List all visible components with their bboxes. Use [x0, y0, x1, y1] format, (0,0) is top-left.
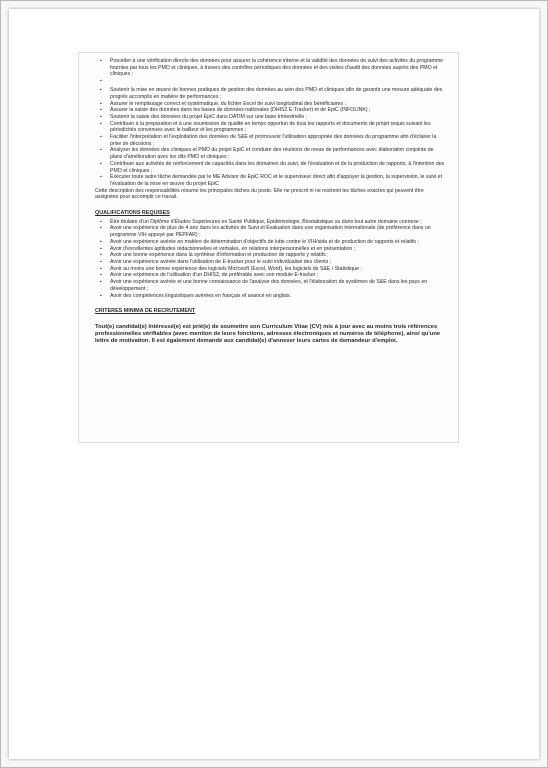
list-item: ▪ Analyser les données des cliniques et PMO du projet EpiC et conduire des réunions de revue de performances avec élaboration conjointe de plans d'amélioration avec les dits PMO et cliniques ; [95, 147, 445, 160]
spacer [95, 78, 445, 87]
list-item: ▪ Soutenir la mise en œuvre de bonnes pratiques de gestion des données au sein des PMO et cliniques afin de garantir une mesure adéquate des progrès accomplis en matière de performances ; [95, 87, 445, 100]
recruitment-heading: CRITERES MINIMA DE RECRUTEMENT [95, 308, 196, 315]
qualifications-list [95, 219, 445, 299]
list-item: ▪ Contribuer à la préparation et à une soumission de qualité en temps opportun de tous les rapports et documents de projet requis suivant les périodicités convenues avec le bailleur et les programmes ; [95, 121, 445, 134]
list-item: ▪ Avoir une expérience de l'utilisation d'un DHIS2, de préférable avec son module E-tracker ; [95, 272, 445, 279]
list-item: ▪ Exécuter toute autre tâche demandée par le ME Advisor de EpiC ROC et le superviseur direct afin d'appuyer la gestion, la supervision, le suivi et l'évaluation de la mise en œuvre du projet EpiC [95, 174, 445, 187]
list-item: ▪ Avoir une expérience avérée en matière de détermination d'objectifs de lutte contre le VIH/sida et de production de rapports et relatifs ; [95, 239, 445, 246]
list-item: ▪ Soutenir la saisie des données du projet EpiC dans DATIM sur une base trimestrielle ; [95, 114, 445, 121]
recruitment-text: Tout(e) candidat(e) intéressé(e) est prié(e) de soumettre son Curriculum Vitae (CV) mis à jour avec au moins trois références professionnelles vérifiables (avec mention de leurs fonctions, adresses électroniques et numéros de téléphone), ainsi qu'une lettre de motivation. Il est également demandé aux candidat(e) d'annexer leurs cartes de demandeur d'emploi. [95, 323, 441, 345]
spacer [95, 201, 445, 210]
spacer [95, 315, 445, 324]
spacer [95, 299, 445, 308]
list-item: ▪ Faciliter l'interprétation et l'exploitation des données de S&E et promouvoir l'utilisation appropriée des données du programme afin d'éclairer la prise de décisions ; [95, 134, 445, 147]
list-item: ▪ Avoir d'excellentes aptitudes rédactionnelles et verbales, en relations interpersonnelles et en présentation ; [95, 246, 445, 253]
list-item: ▪ Assurer la saisie des données dans les bases de données nationales (DHIS2 E-Tracker) et de EpiC (INFOLINK) ; [95, 107, 445, 114]
qualifications-heading: QUALIFICATIONS REQUISES [95, 210, 170, 217]
list-item: ▪ Avoir des compétences linguistiques avérées en français et avancé en anglais. [95, 293, 445, 300]
list-item: ▪ Avoir une expérience avérée dans l'utilisation de E-tracker pour le suivi individualisé des clients ; [95, 259, 445, 266]
responsibilities-list [95, 58, 445, 188]
responsibilities-note: Cette description des responsabilités résume les principales tâches du poste. Elle ne prescrit ni ne restreint les tâches exactes qui peuvent être assignées pour accomplir ce travail. [95, 187, 424, 201]
list-item: ▪ Avoir une expérience de plus de 4 ans dans les activités de Suivi et Évaluation dans une organisation internationale (de préférence dans un programme VIH appuyé par PEPFAR) ; [95, 225, 445, 238]
document-content [95, 58, 445, 346]
list-item: ▪ Assurer le remplissage correct et systématique, du fichier Excel de suivi longitudinal des bénéficiaires ; [95, 101, 445, 108]
list-item: ▪ Être titulaire d'un Diplôme d'Études Supérieures en Santé Publique, Épidémiologie, Biostatistique ou dans tout autre domaine connexe ; [95, 219, 445, 226]
list-item: ▪ Avoir une expérience avérée et une bonne connaissance de l'analyse des données, et l'élaboration de systèmes de S&E dans les pays en développement ; [95, 279, 445, 292]
list-item: ▪ Avoir une bonne expérience dans la synthèse d'information et production de rapports y relatifs ; [95, 252, 445, 259]
list-item: ▪ Contribuer aux activités de renforcement de capacités dans les domaines du suivi, de l'évaluation et de la production de rapports, à l'intention des PMO et cliniques ; [95, 161, 445, 174]
list-item: ▪ Avoir au moins une bonne expérience des logiciels Microsoft (Excel, Word), les logiciels de S&E / Statistique ; [95, 266, 445, 273]
list-item: ▪ Procéder à une vérification directe des données pour assurer la cohérence interne et la validité des données de suivi des activités du programme fournies par tous les PMO et cliniques, à travers des contrôles périodiques des données et des visites d'audit des données auprès des PMO et cliniques ; [95, 58, 445, 78]
